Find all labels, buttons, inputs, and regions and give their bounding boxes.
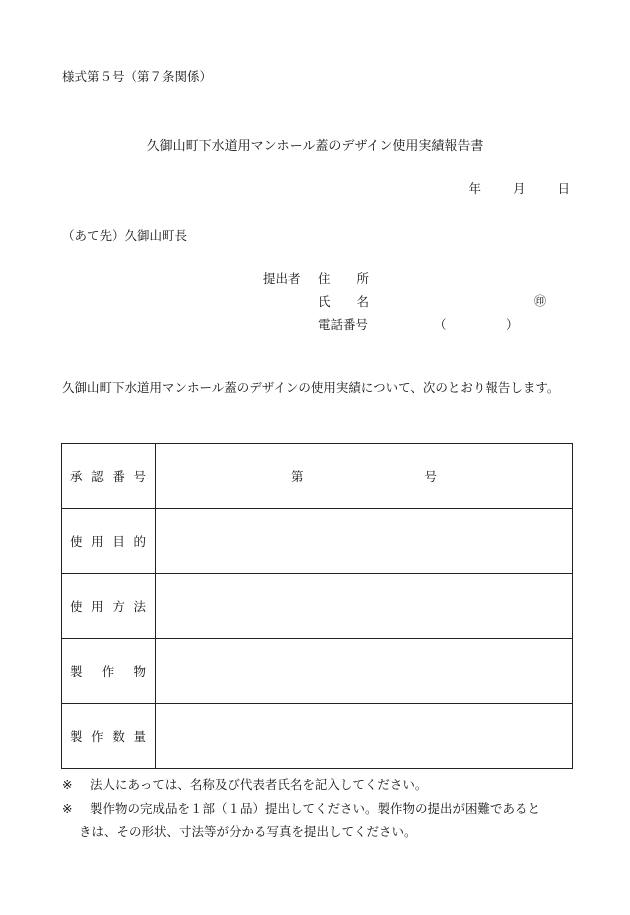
date-year-label: 年 [468, 181, 481, 196]
form-number: 様式第５号（第７条関係） [62, 69, 213, 84]
label-char: 的 [133, 534, 146, 549]
row-label-purpose [62, 509, 156, 574]
label-char: 番 [112, 469, 125, 484]
report-table [61, 443, 573, 769]
seal-mark: ㊞ [534, 294, 547, 308]
phone-paren-open: （ [434, 317, 447, 332]
label-char: 量 [133, 729, 146, 744]
label-char: 製 [70, 664, 83, 679]
date-day-label: 日 [557, 181, 570, 196]
purpose-field[interactable] [156, 509, 573, 574]
approval-prefix: 第 [291, 469, 304, 484]
label-char: 製 [70, 729, 83, 744]
label-char: 物 [133, 664, 146, 679]
row-label-method [62, 574, 156, 639]
submitter-label: 提出者 [263, 271, 301, 286]
name-label: 氏名 [318, 294, 396, 309]
label-char: 数 [112, 729, 125, 744]
label-char: 用 [91, 534, 104, 549]
table-row [62, 509, 573, 574]
label-char: 使 [70, 599, 83, 614]
note-2-text-line1: 製作物の完成品を１部（１品）提出してください。製作物の提出が困難であると [90, 801, 541, 816]
note-2-continuation: きは、その形状、寸法等が分かる写真を提出してください。 [79, 824, 417, 839]
label-char: 目 [112, 534, 125, 549]
label-char: 法 [133, 599, 146, 614]
label-char: 認 [91, 469, 104, 484]
row-label-quantity [62, 704, 156, 769]
document-title: 久御山町下水道用マンホール蓋のデザイン使用実績報告書 [146, 139, 484, 154]
table-row [62, 574, 573, 639]
approval-number-field[interactable] [156, 444, 573, 509]
label-char: 号 [133, 469, 146, 484]
table-row [62, 639, 573, 704]
addressee: （あて先）久御山町長 [62, 228, 188, 243]
label-char: 用 [91, 599, 104, 614]
label-char: 使 [70, 534, 83, 549]
table-row [62, 704, 573, 769]
date-month-label: 月 [512, 181, 526, 196]
approval-suffix: 号 [424, 469, 437, 484]
note-1-text: 法人にあっては、名称及び代表者氏名を記入してください。 [90, 777, 428, 792]
label-char: 承 [70, 469, 83, 484]
intro-text: 久御山町下水道用マンホール蓋のデザインの使用実績について、次のとおり報告します。 [62, 380, 560, 395]
note-mark: ※ [62, 777, 73, 792]
product-field[interactable] [156, 639, 573, 704]
note-1 [62, 775, 427, 793]
date-line [468, 179, 570, 197]
label-char: 作 [91, 729, 104, 744]
row-label-approval-number [62, 444, 156, 509]
table-row [62, 444, 573, 509]
note-2 [62, 799, 540, 817]
phone-paren-close: ） [506, 317, 519, 332]
row-label-product [62, 639, 156, 704]
label-char: 方 [112, 599, 125, 614]
label-char: 作 [101, 664, 115, 679]
method-field[interactable] [156, 574, 573, 639]
address-label: 住所 [318, 271, 396, 286]
note-mark: ※ [62, 801, 73, 816]
quantity-field[interactable] [156, 704, 573, 769]
phone-label: 電話番号 [318, 317, 369, 332]
